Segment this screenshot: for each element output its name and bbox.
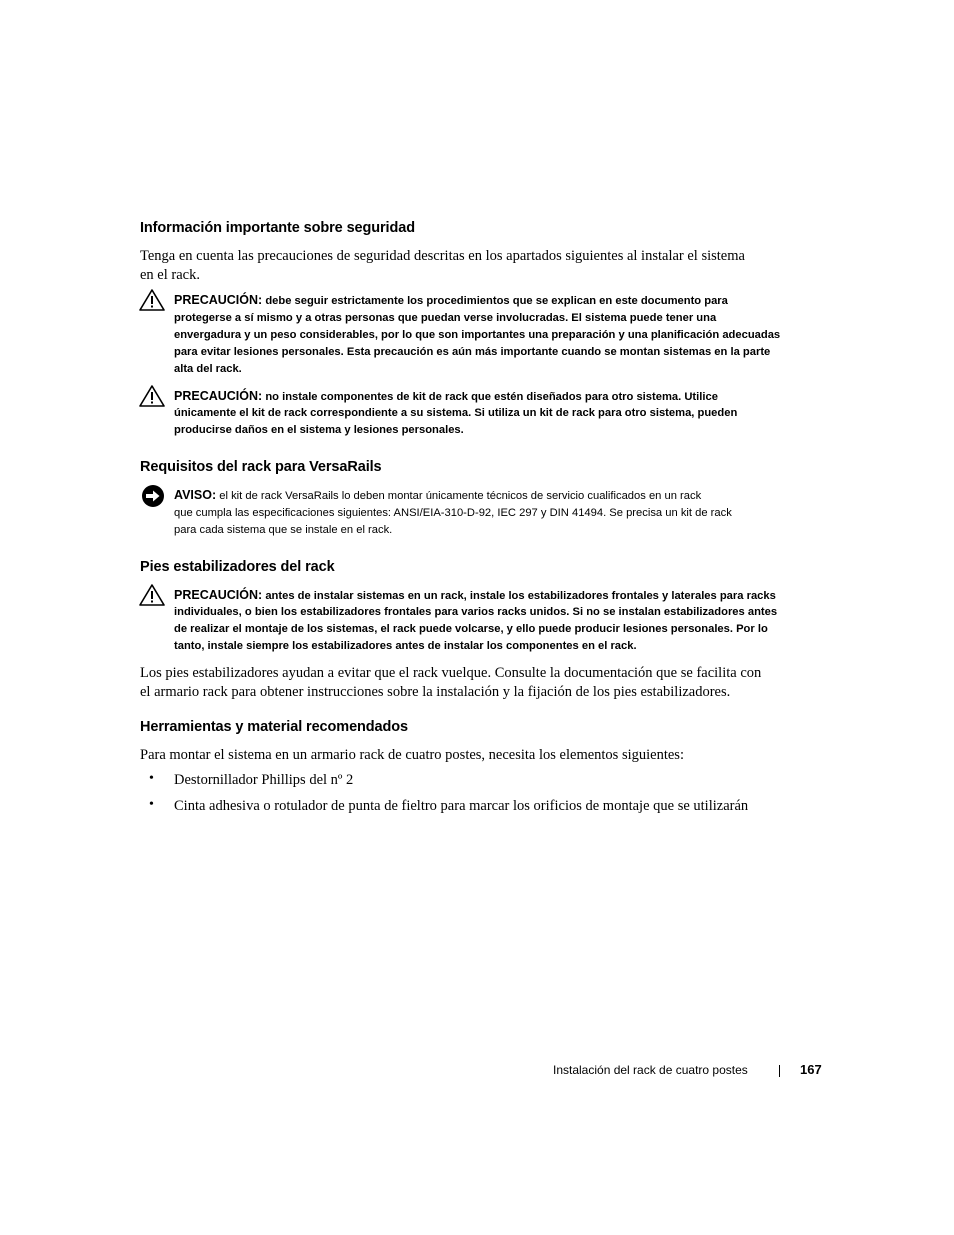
notice-line-1 — [174, 487, 701, 506]
notice-text-1: el kit de rack VersaRails lo deben montar únicamente técnicos de servicio cualificados en un rack — [219, 490, 702, 502]
caution-2-line-2: únicamente el kit de rack correspondiente a su sistema. Si utiliza un kit de rack para otro sistema, pueden — [174, 407, 738, 419]
notice-line-3: para cada sistema que se instale en el rack. — [174, 524, 393, 536]
footer-title: Instalación del rack de cuatro postes — [553, 1063, 748, 1077]
stabilizers-body-line-2: el armario rack para obtener instrucciones sobre la instalación y la fijación de los pies estabilizadores. — [140, 684, 731, 700]
tools-item-2: Cinta adhesiva o rotulador de punta de fieltro para marcar los orificios de montaje que se utilizarán — [174, 798, 749, 814]
safety-intro-line-1: Tenga en cuenta las precauciones de seguridad descritas en los apartados siguientes al instalar el sistema — [140, 248, 745, 264]
caution-1-line-2: protegerse a sí mismo y a otras personas que puedan verse involucradas. El sistema puede tener una — [174, 312, 717, 324]
caution-1-line-3: envergadura y un peso considerables, por lo que son importantes una preparación y una planificación adecuadas — [174, 329, 781, 341]
notice-line-2: que cumpla las especificaciones siguientes: ANSI/EIA-310-D-92, IEC 297 y DIN 41494. Se precisa un kit de rack — [174, 507, 732, 519]
caution-1-line-4: para evitar lesiones personales. Esta precaución es aún más importante cuando se montan sistemas en la parte — [174, 346, 771, 358]
heading-requirements: Requisitos del rack para VersaRails — [140, 459, 382, 475]
caution-1-line-5: alta del rack. — [174, 363, 242, 375]
caution-1-text-1: debe seguir estrictamente los procedimientos que se explican en este documento para — [265, 295, 728, 307]
caution-3-line-4: tanto, instale siempre los estabilizadores antes de instalar los componentes en el rack. — [174, 640, 637, 652]
caution-1-line-1 — [174, 292, 728, 311]
caution-3-text-1: antes de instalar sistemas en un rack, instale los estabilizadores frontales y laterales para racks — [265, 590, 776, 602]
caution-3-line-2: individuales, o bien los estabilizadores frontales para varios racks unidos. Si no se instalan estabilizadores antes — [174, 606, 778, 618]
stabilizers-body-line-1: Los pies estabilizadores ayudan a evitar que el rack vuelque. Consulte la documentación que se facilita con — [140, 665, 762, 681]
warning-triangle-icon — [139, 583, 165, 607]
caution-3-line-3: de realizar el montaje de los sistemas, el rack puede volcarse, y ello puede producir lesiones personales. Por lo — [174, 623, 768, 635]
page-number: 167 — [800, 1062, 822, 1077]
heading-stabilizers: Pies estabilizadores del rack — [140, 559, 335, 575]
bullet-marker: • — [149, 771, 154, 786]
tools-item-1: Destornillador Phillips del nº 2 — [174, 772, 354, 788]
caution-2-line-3: producirse daños en el sistema y lesiones personales. — [174, 424, 464, 436]
caution-3-line-1 — [174, 587, 776, 606]
caution-2-label: PRECAUCIÓN: — [174, 389, 263, 403]
bullet-marker: • — [149, 797, 154, 812]
notice-arrow-icon — [141, 484, 165, 508]
safety-intro-line-2: en el rack. — [140, 267, 200, 283]
tools-intro: Para montar el sistema en un armario rack de cuatro postes, necesita los elementos siguientes: — [140, 747, 684, 763]
caution-2-text-1: no instale componentes de kit de rack que estén diseñados para otro sistema. Utilice — [265, 391, 718, 403]
caution-2-line-1 — [174, 388, 718, 407]
footer-separator — [779, 1065, 780, 1077]
heading-safety: Información importante sobre seguridad — [140, 220, 415, 236]
warning-triangle-icon — [139, 288, 165, 312]
caution-3-label: PRECAUCIÓN: — [174, 588, 263, 602]
caution-1-label: PRECAUCIÓN: — [174, 293, 263, 307]
notice-label: AVISO: — [174, 488, 217, 502]
heading-tools: Herramientas y material recomendados — [140, 719, 408, 735]
warning-triangle-icon — [139, 384, 165, 408]
